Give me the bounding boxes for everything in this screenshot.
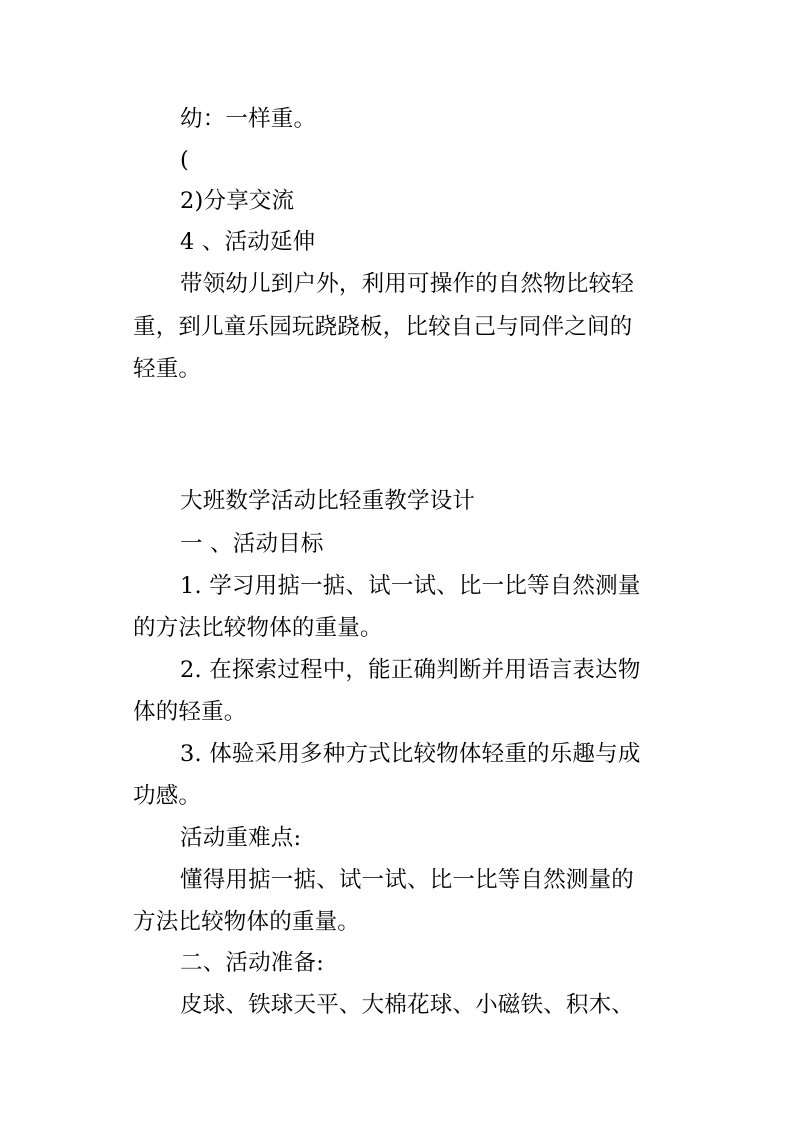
goal-1-line: 1. 学习用掂一掂、试一试、比一比等自然测量 <box>180 573 641 599</box>
key-points-line: 方法比较物体的重量。 <box>133 909 361 935</box>
document-title: 大班数学活动比轻重教学设计 <box>180 488 476 514</box>
section-extension: 4 、活动延伸 <box>180 229 316 255</box>
paragraph-line: 轻重。 <box>133 356 202 382</box>
goal-2-line: 2. 在探索过程中，能正确判断并用语言表达物 <box>180 657 641 683</box>
goal-3-line: 功感。 <box>133 783 202 809</box>
dialogue-line: 幼：一样重。 <box>180 106 317 132</box>
goal-2-line: 体的轻重。 <box>133 699 247 725</box>
paragraph-line: 带领幼儿到户外，利用可操作的自然物比较轻 <box>180 271 635 297</box>
paren-line: ( <box>180 147 189 173</box>
goal-1-line: 的方法比较物体的重量。 <box>133 615 383 641</box>
key-points-line: 懂得用掂一掂、试一试、比一比等自然测量的 <box>180 867 635 893</box>
section-heading-goals: 一 、活动目标 <box>180 531 324 557</box>
key-points-heading: 活动重难点: <box>180 825 302 851</box>
section-heading-preparation: 二、活动准备: <box>180 950 324 976</box>
paragraph-line: 重，到儿童乐园玩跷跷板，比较自己与同伴之间的 <box>133 314 633 340</box>
step-share: 2)分享交流 <box>180 188 295 214</box>
goal-3-line: 3. 体验采用多种方式比较物体轻重的乐趣与成 <box>180 741 641 767</box>
preparation-line: 皮球、铁球天平、大棉花球、小磁铁、积木、 <box>180 992 635 1018</box>
